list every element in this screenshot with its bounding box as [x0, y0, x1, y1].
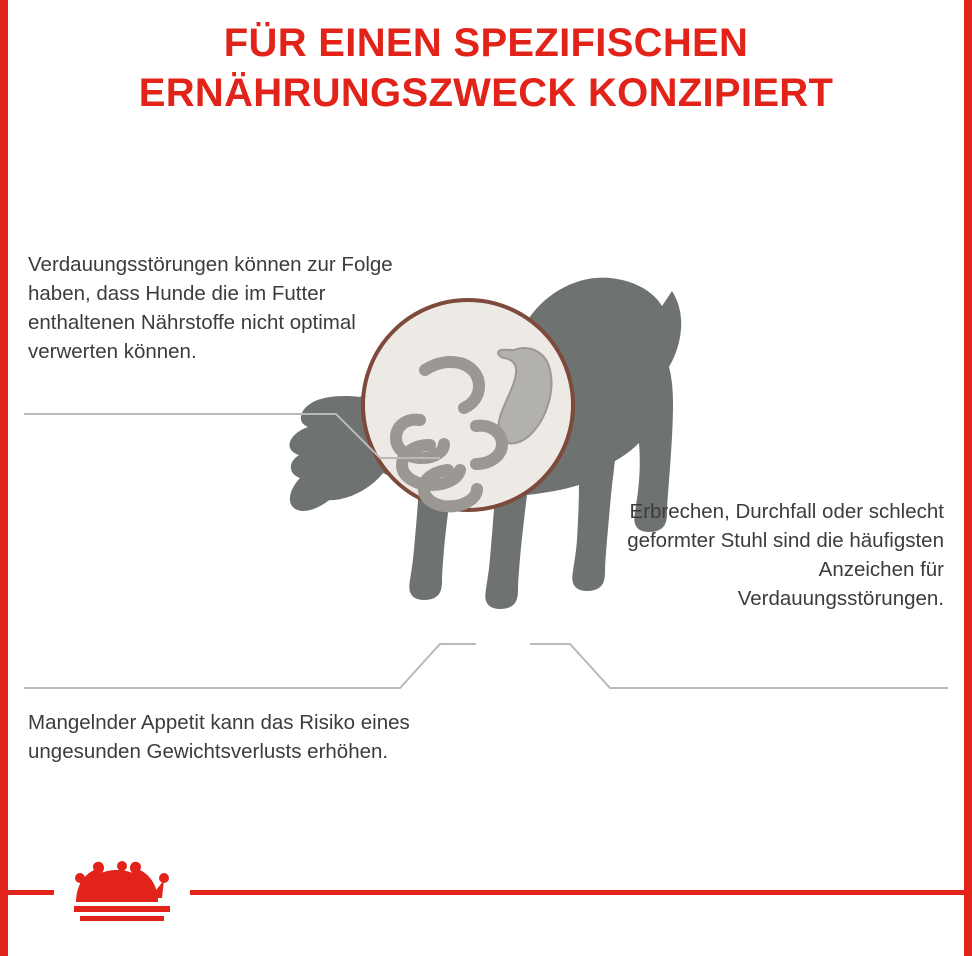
page-title — [40, 18, 932, 118]
left-red-border — [0, 0, 8, 956]
callout-appetite: Mangelnder Appetit kann das Risiko eines ungesunden Gewichtsverlusts erhöhen. — [28, 711, 410, 764]
page-title-line-2: ERNÄHRUNGSZWECK KONZIPIERT — [138, 71, 834, 115]
page-title-line-1: FÜR EINEN SPEZIFISCHEN — [223, 21, 749, 65]
callout-symptoms: Erbrechen, Durchfall oder schlecht geformter Stuhl sind die häufigsten Anzeichen für Verdauungsstörungen. — [627, 500, 944, 611]
callout-digestive-disorders: Verdauungsstörungen können zur Folge haben, dass Hunde die im Futter enthaltenen Nährstoffe nicht optimal verwerten können. — [28, 253, 393, 364]
right-red-border — [964, 0, 972, 956]
royal-canin-crown-logo — [62, 856, 182, 936]
